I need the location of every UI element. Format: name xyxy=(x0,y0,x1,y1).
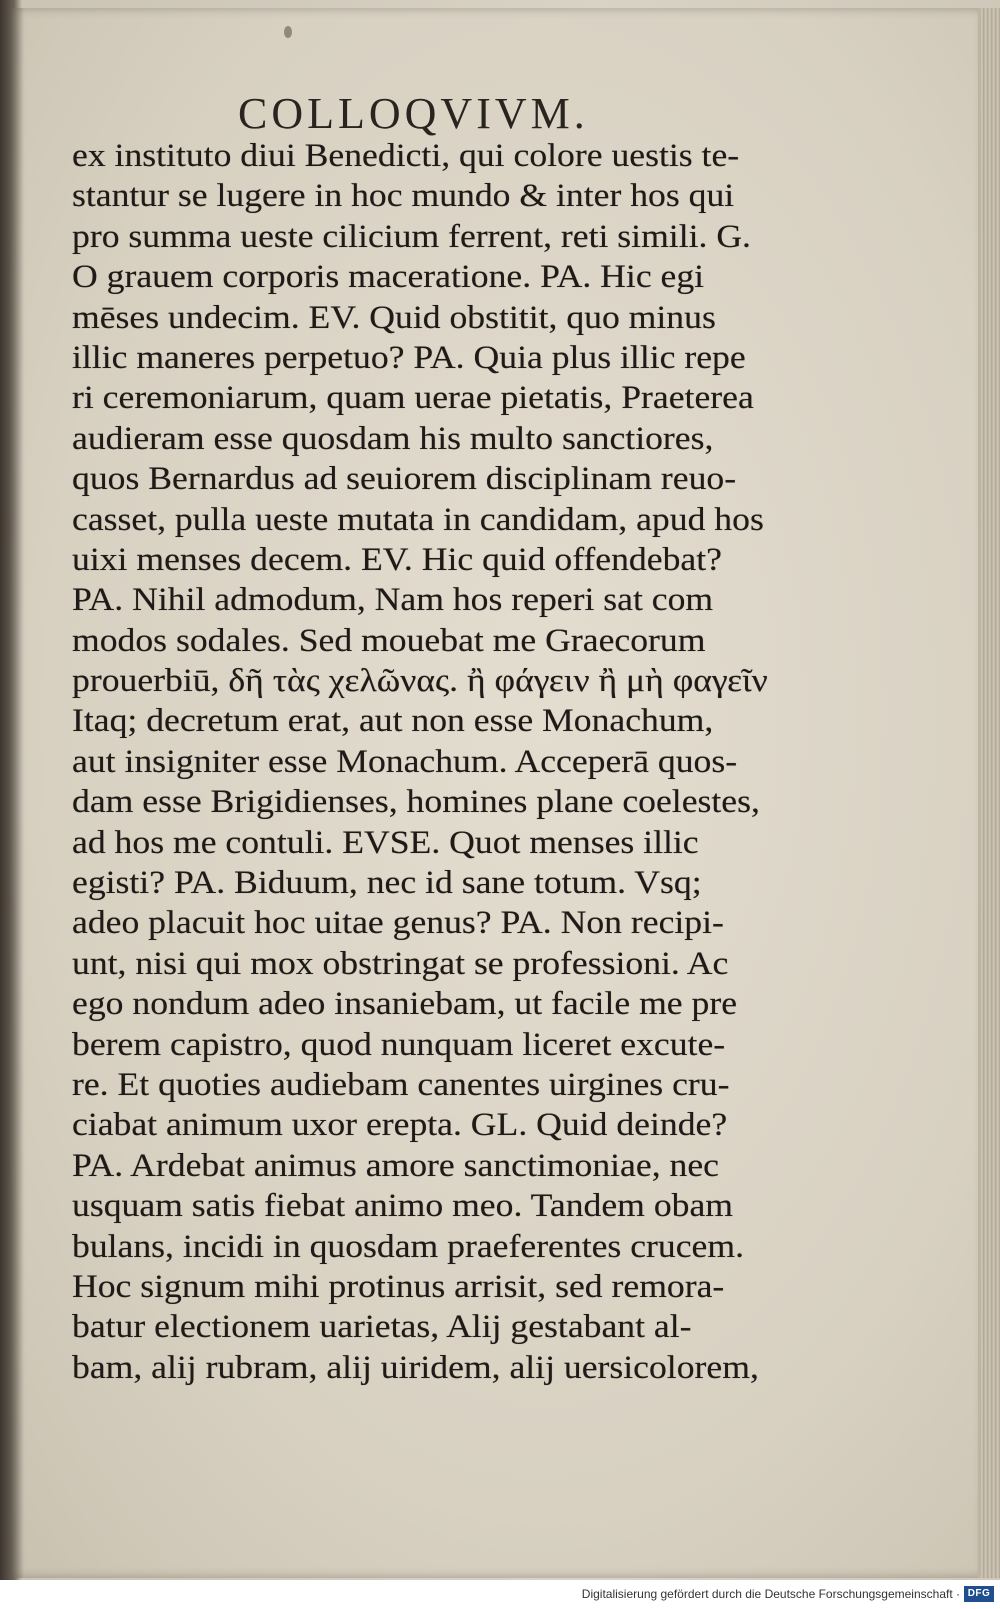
text-line: PA. Ardebat animus amore sanctimoniae, nec xyxy=(72,1147,719,1184)
text-line: PA. Nihil admodum, Nam hos reperi sat com xyxy=(72,582,714,619)
text-line: ad hos me contuli. EVSE. Quot menses illic xyxy=(72,824,699,861)
text-line: illic maneres perpetuo? PA. Quia plus illic repe xyxy=(72,339,746,376)
text-line: berem capistro, quod nunquam liceret excute- xyxy=(72,1026,726,1063)
footer-bar xyxy=(0,1580,1000,1609)
funding-credit: Digitalisierung gefördert durch die Deutsche Forschungsgemeinschaft · xyxy=(581,1587,960,1601)
text-line: quos Bernardus ad seuiorem disciplinam reuo- xyxy=(72,461,737,498)
text-line: stantur se lugere in hoc mundo & inter hos qui xyxy=(72,178,735,215)
text-line: ex instituto diui Benedicti, qui colore uestis te- xyxy=(72,138,740,174)
page-title: COLLOQVIVM. xyxy=(238,89,589,138)
dfg-logo: DFG xyxy=(964,1586,994,1602)
gutter-shadow xyxy=(10,8,24,1578)
ink-blot xyxy=(284,26,292,38)
text-line: mēses undecim. EV. Quid obstitit, quo minus xyxy=(72,299,716,336)
body-text xyxy=(72,136,812,1388)
text-line: unt, nisi qui mox obstringat se professioni. Ac xyxy=(72,945,729,982)
text-line: audieram esse quosdam his multo sanctiores, xyxy=(72,420,714,457)
text-line: modos sodales. Sed mouebat me Graecorum xyxy=(72,622,706,659)
text-line: casset, pulla ueste mutata in candidam, apud hos xyxy=(72,501,764,538)
text-line: pro summa ueste cilicium ferrent, reti simili. G. xyxy=(72,218,751,255)
text-line: prouerbiū, δῆ τὰς χελῶνας. ἢ φάγειν ἢ μὴ φαγεῖν xyxy=(72,663,768,700)
text-line: usquam satis fiebat animo meo. Tandem obam xyxy=(72,1188,733,1225)
text-line: bulans, incidi in quosdam praeferentes crucem. xyxy=(72,1228,744,1265)
text-line: bam, alij rubram, alij uiridem, alij uersicolorem, xyxy=(72,1349,759,1386)
text-line: ri ceremoniarum, quam uerae pietatis, Praeterea xyxy=(72,380,754,417)
text-line: Itaq; decretum erat, aut non esse Monachum, xyxy=(72,703,714,740)
text-line: Hoc signum mihi protinus arrisit, sed remora- xyxy=(72,1268,725,1305)
text-line: re. Et quoties audiebam canentes uirgines cru- xyxy=(72,1066,730,1103)
text-line: ciabat animum uxor erepta. GL. Quid deinde? xyxy=(72,1107,728,1144)
text-line: dam esse Brigidienses, homines plane coelestes, xyxy=(72,784,760,821)
text-line: uixi menses decem. EV. Hic quid offendebat? xyxy=(72,541,722,578)
text-line: adeo placuit hoc uitae genus? PA. Non recipi- xyxy=(72,905,724,942)
text-line: O grauem corporis maceratione. PA. Hic egi xyxy=(72,259,704,296)
text-line: batur electionem uarietas, Alij gestabant al- xyxy=(72,1309,692,1346)
text-line: egisti? PA. Biduum, nec id sane totum. Vsq; xyxy=(72,865,702,902)
text-line: aut insigniter esse Monachum. Acceperā quos- xyxy=(72,743,738,780)
text-line: ego nondum adeo insaniebam, ut facile me pre xyxy=(72,986,738,1023)
